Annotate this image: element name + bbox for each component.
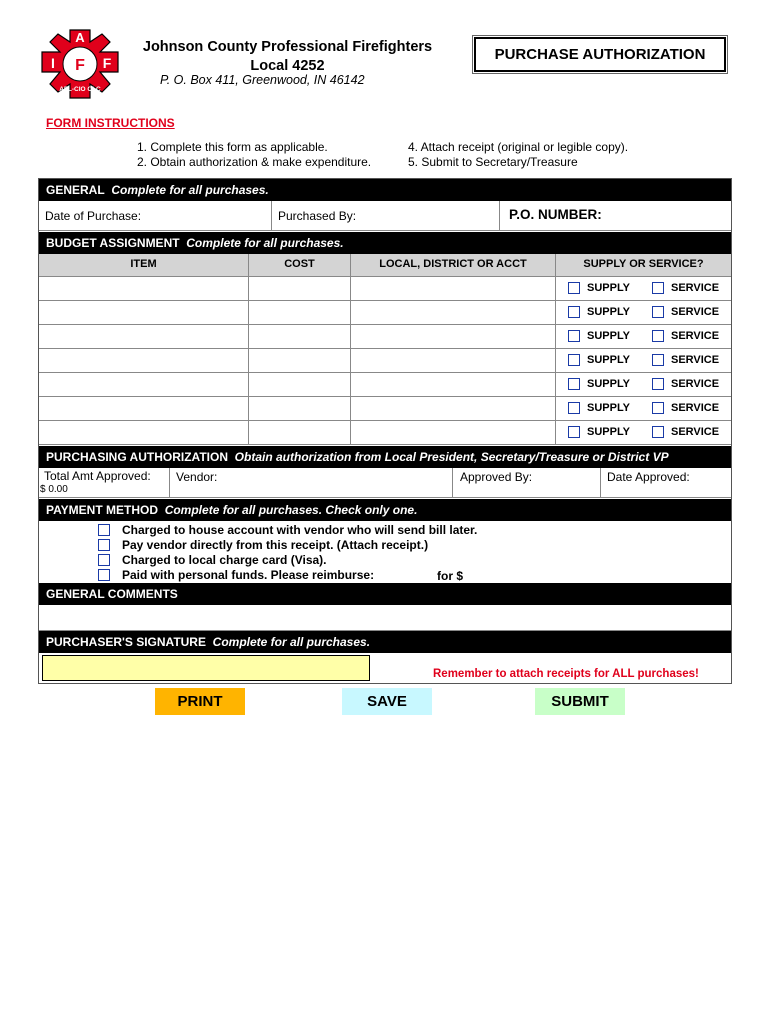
instruction-2: 2. Obtain authorization & make expenditure. bbox=[137, 155, 372, 169]
org-address: P. O. Box 411, Greenwood, IN 46142 bbox=[160, 73, 365, 87]
total-approved-label: Total Amt Approved: bbox=[44, 469, 151, 483]
print-button[interactable]: PRINT bbox=[155, 688, 245, 715]
po-number-field[interactable] bbox=[500, 201, 731, 231]
purchased-by-label: Purchased By: bbox=[278, 209, 357, 223]
budget-cost-field[interactable] bbox=[249, 373, 351, 397]
col-supply-service: SUPPLY OR SERVICE? bbox=[556, 254, 731, 277]
budget-account-field[interactable] bbox=[351, 373, 556, 397]
budget-account-field[interactable] bbox=[351, 325, 556, 349]
supply-label: SUPPLY bbox=[587, 330, 631, 342]
iaff-logo bbox=[38, 28, 122, 100]
supply-checkbox[interactable] bbox=[568, 402, 580, 414]
payment-header bbox=[39, 499, 731, 521]
budget-item-field[interactable] bbox=[39, 349, 249, 373]
total-approved-field[interactable] bbox=[39, 468, 170, 498]
service-option[interactable] bbox=[652, 354, 719, 366]
payment-checkbox-pay-vendor[interactable] bbox=[98, 539, 110, 551]
budget-account-field[interactable] bbox=[351, 397, 556, 421]
service-option[interactable] bbox=[652, 330, 719, 342]
purchase-form bbox=[38, 178, 732, 684]
org-name: Johnson County Professional Firefighters bbox=[142, 39, 433, 55]
payment-option-house-account[interactable] bbox=[98, 523, 477, 537]
budget-supply-service-cell bbox=[556, 349, 731, 373]
vendor-label: Vendor: bbox=[176, 470, 218, 484]
budget-supply-service-cell bbox=[556, 301, 731, 325]
service-option[interactable] bbox=[652, 402, 719, 414]
supply-option[interactable] bbox=[568, 402, 630, 414]
approved-by-label: Approved By: bbox=[460, 470, 533, 484]
payment-checkbox-house-account[interactable] bbox=[98, 524, 110, 536]
service-checkbox[interactable] bbox=[652, 402, 664, 414]
authorization-heading: PURCHASING AUTHORIZATION bbox=[46, 450, 228, 464]
service-checkbox[interactable] bbox=[652, 378, 664, 390]
budget-cost-field[interactable] bbox=[249, 421, 351, 445]
payment-option-personal-funds[interactable] bbox=[98, 568, 374, 582]
logo-letter-f: F bbox=[102, 55, 112, 71]
org-local: Local 4252 bbox=[250, 58, 325, 74]
payment-option-pay-vendor[interactable] bbox=[98, 538, 428, 552]
signature-note: Complete for all purchases. bbox=[212, 635, 371, 649]
general-heading: GENERAL bbox=[46, 183, 105, 197]
signature-field[interactable] bbox=[42, 655, 370, 681]
date-approved-label: Date Approved: bbox=[607, 470, 690, 484]
budget-account-field[interactable] bbox=[351, 277, 556, 301]
logo-letter-a: A bbox=[75, 30, 85, 45]
service-label: SERVICE bbox=[671, 378, 720, 390]
supply-label: SUPPLY bbox=[587, 402, 631, 414]
reimburse-for-label: for $ bbox=[437, 569, 464, 583]
service-option[interactable] bbox=[652, 378, 719, 390]
payment-option-label: Charged to local charge card (Visa). bbox=[122, 553, 327, 567]
supply-option[interactable] bbox=[568, 354, 630, 366]
logo-letter-i: I bbox=[51, 55, 55, 71]
authorization-header bbox=[39, 446, 731, 468]
service-checkbox[interactable] bbox=[652, 282, 664, 294]
budget-item-field[interactable] bbox=[39, 421, 249, 445]
org-header bbox=[120, 38, 455, 76]
budget-supply-service-cell bbox=[556, 421, 731, 445]
budget-cost-field[interactable] bbox=[249, 325, 351, 349]
service-label: SERVICE bbox=[671, 330, 720, 342]
payment-option-label: Charged to house account with vendor who will send bill later. bbox=[122, 523, 478, 537]
comments-field[interactable] bbox=[39, 605, 731, 631]
payment-heading: PAYMENT METHOD bbox=[46, 503, 159, 517]
signature-heading: PURCHASER'S SIGNATURE bbox=[46, 635, 206, 649]
service-option[interactable] bbox=[652, 426, 719, 438]
supply-label: SUPPLY bbox=[587, 426, 631, 438]
budget-supply-service-cell bbox=[556, 325, 731, 349]
instruction-1: 1. Complete this form as applicable. bbox=[137, 140, 328, 154]
supply-checkbox[interactable] bbox=[568, 378, 580, 390]
supply-option[interactable] bbox=[568, 426, 630, 438]
payment-checkbox-charge-card[interactable] bbox=[98, 554, 110, 566]
supply-label: SUPPLY bbox=[587, 378, 631, 390]
supply-checkbox[interactable] bbox=[568, 354, 580, 366]
form-title: PURCHASE AUTHORIZATION bbox=[474, 37, 726, 72]
budget-supply-service-cell bbox=[556, 277, 731, 301]
date-of-purchase-label: Date of Purchase: bbox=[45, 209, 142, 223]
service-label: SERVICE bbox=[671, 402, 720, 414]
supply-checkbox[interactable] bbox=[568, 282, 580, 294]
supply-checkbox[interactable] bbox=[568, 426, 580, 438]
signature-header bbox=[39, 631, 731, 653]
payment-checkbox-personal-funds[interactable] bbox=[98, 569, 110, 581]
supply-option[interactable] bbox=[568, 282, 630, 294]
payment-option-charge-card[interactable] bbox=[98, 553, 327, 567]
instruction-5: 5. Submit to Secretary/Treasure bbox=[408, 155, 578, 169]
save-button[interactable]: SAVE bbox=[342, 688, 432, 715]
supply-checkbox[interactable] bbox=[568, 306, 580, 318]
service-label: SERVICE bbox=[671, 306, 720, 318]
budget-supply-service-cell bbox=[556, 373, 731, 397]
service-checkbox[interactable] bbox=[652, 426, 664, 438]
general-note: Complete for all purchases. bbox=[111, 183, 269, 197]
service-checkbox[interactable] bbox=[652, 354, 664, 366]
supply-option[interactable] bbox=[568, 330, 630, 342]
budget-account-field[interactable] bbox=[351, 301, 556, 325]
service-option[interactable] bbox=[652, 306, 719, 318]
date-approved-field[interactable] bbox=[601, 468, 731, 498]
instructions-left bbox=[137, 140, 371, 170]
service-option[interactable] bbox=[652, 282, 719, 294]
budget-cost-field[interactable] bbox=[249, 301, 351, 325]
payment-note: Complete for all purchases. Check only one. bbox=[164, 503, 418, 517]
budget-account-field[interactable] bbox=[351, 349, 556, 373]
supply-label: SUPPLY bbox=[587, 282, 631, 294]
supply-option[interactable] bbox=[568, 378, 630, 390]
po-number-label: P.O. NUMBER: bbox=[509, 207, 602, 222]
budget-heading: BUDGET ASSIGNMENT bbox=[46, 236, 180, 250]
budget-item-field[interactable] bbox=[39, 373, 249, 397]
budget-note: Complete for all purchases. bbox=[186, 236, 344, 250]
logo-letter-f2: F bbox=[75, 57, 85, 74]
service-label: SERVICE bbox=[671, 354, 720, 366]
approved-by-field[interactable] bbox=[453, 468, 601, 498]
instructions-title: FORM INSTRUCTIONS bbox=[46, 116, 175, 130]
supply-label: SUPPLY bbox=[587, 354, 631, 366]
payment-option-label: Paid with personal funds. Please reimburse: bbox=[122, 568, 375, 582]
budget-supply-service-cell bbox=[556, 397, 731, 421]
service-label: SERVICE bbox=[671, 282, 720, 294]
general-header bbox=[39, 179, 731, 201]
budget-item-field[interactable] bbox=[39, 397, 249, 421]
total-approved-value: $ 0.00 bbox=[40, 484, 68, 495]
comments-heading: GENERAL COMMENTS bbox=[46, 587, 178, 601]
col-account: LOCAL, DISTRICT OR ACCT bbox=[351, 254, 556, 277]
budget-header bbox=[39, 232, 731, 254]
service-label: SERVICE bbox=[671, 426, 720, 438]
comments-header bbox=[39, 583, 731, 605]
budget-cost-field[interactable] bbox=[249, 277, 351, 301]
col-cost: COST bbox=[249, 254, 351, 277]
budget-item-field[interactable] bbox=[39, 301, 249, 325]
receipt-reminder: Remember to attach receipts for ALL purchases! bbox=[433, 668, 699, 680]
payment-option-label: Pay vendor directly from this receipt. (Attach receipt.) bbox=[122, 538, 429, 552]
supply-label: SUPPLY bbox=[587, 306, 631, 318]
authorization-note: Obtain authorization from Local President, Secretary/Treasure or District VP bbox=[234, 450, 669, 464]
col-item: ITEM bbox=[39, 254, 249, 277]
supply-checkbox[interactable] bbox=[568, 330, 580, 342]
submit-button[interactable]: SUBMIT bbox=[535, 688, 625, 715]
vendor-field[interactable] bbox=[170, 468, 453, 498]
budget-cost-field[interactable] bbox=[249, 397, 351, 421]
instruction-4: 4. Attach receipt (original or legible copy). bbox=[408, 140, 629, 154]
budget-cost-field[interactable] bbox=[249, 349, 351, 373]
purchased-by-field[interactable] bbox=[272, 201, 500, 231]
instructions-right bbox=[408, 140, 628, 170]
budget-item-field[interactable] bbox=[39, 277, 249, 301]
supply-option[interactable] bbox=[568, 306, 630, 318]
service-checkbox[interactable] bbox=[652, 330, 664, 342]
logo-seal-text: AFL-CIO CLC bbox=[59, 86, 101, 93]
date-of-purchase-field[interactable] bbox=[39, 201, 272, 231]
service-checkbox[interactable] bbox=[652, 306, 664, 318]
budget-account-field[interactable] bbox=[351, 421, 556, 445]
budget-item-field[interactable] bbox=[39, 325, 249, 349]
